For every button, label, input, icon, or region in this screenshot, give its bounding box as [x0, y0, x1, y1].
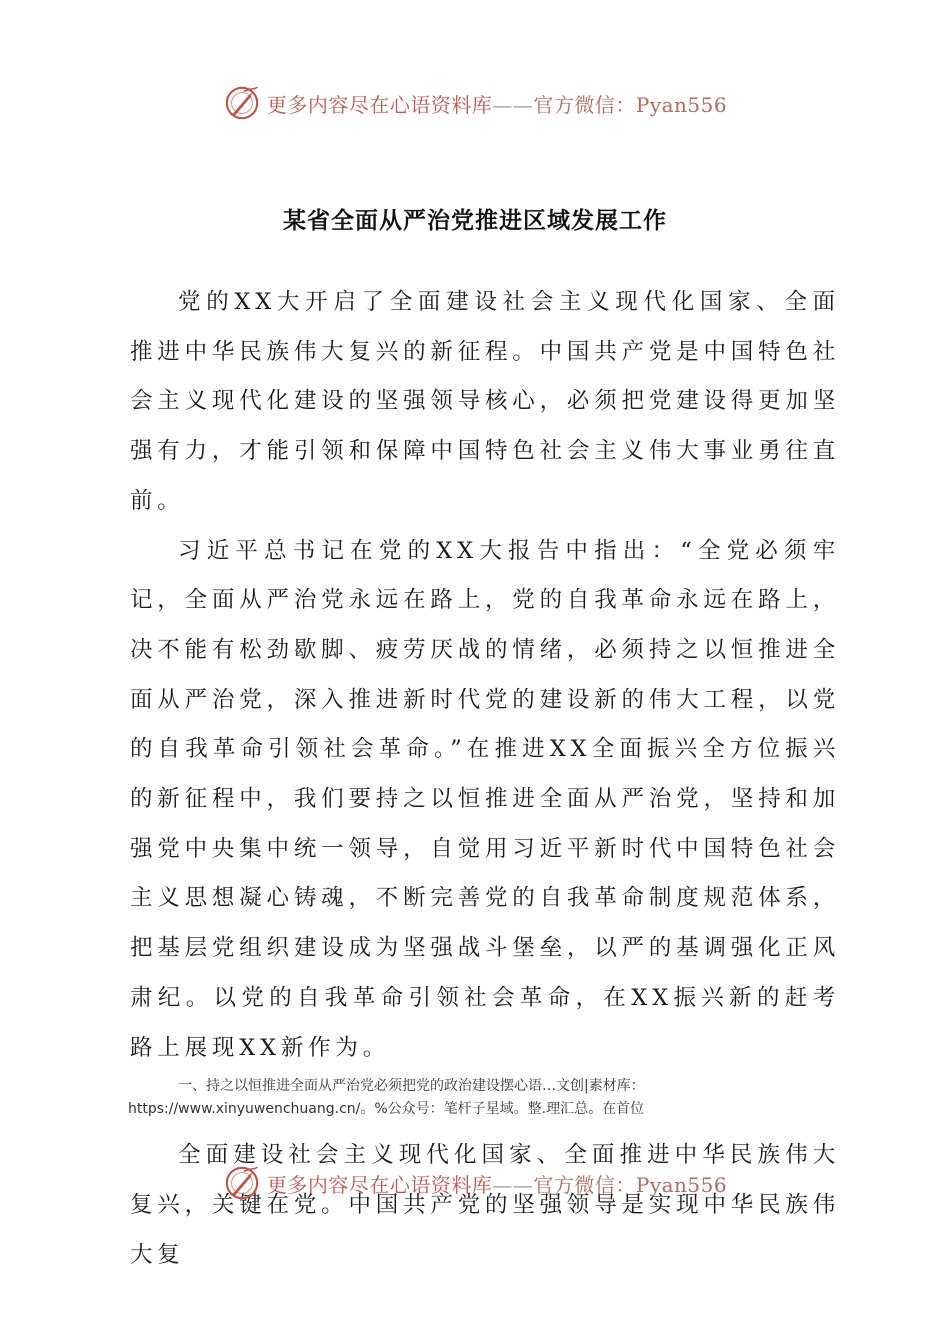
paragraph: 全面建设社会主义现代化国家、全面推进中华民族伟大复兴，关键在党。中国共产党的坚强领导是实现中华民族伟大复 — [130, 1142, 840, 1268]
watermark-dash: —— — [492, 92, 534, 117]
quill-pen-logo-icon — [223, 84, 261, 122]
document-body — [130, 278, 840, 1280]
paragraph: 党的XX大开启了全面建设社会主义现代化国家、全面推进中华民族伟大复兴的新征程。中国共产党是中国特色社会主义现代化建设的坚强领导核心，必须把党建设得更加坚强有力，才能引领和保障中国特色社会主义伟大事业勇往直前。 — [130, 289, 840, 514]
footer-watermark-banner — [0, 1158, 950, 1208]
watermark-wechat-id: Pyan556 — [635, 1172, 728, 1197]
header-watermark-banner — [0, 78, 950, 128]
watermark-main-text: 更多内容尽在心语资料库 — [266, 92, 493, 117]
watermark-dash: —— — [492, 1172, 534, 1197]
watermark-text — [267, 1169, 727, 1198]
watermark-text — [267, 89, 727, 118]
section-heading-note: 一、持之以恒推进全面从严治党必须把党的政治建设摆心语…文创|素材库：https://www.xinyuwenchuang.cn/。%公众号：笔杆子星域。整.理汇总。在首位 — [128, 1078, 645, 1118]
watermark-wechat-id: Pyan556 — [635, 92, 728, 117]
watermark-wechat-label: 官方微信： — [533, 92, 636, 117]
paragraph: 习近平总书记在党的XX大报告中指出：“全党必须牢记，全面从严治党永远在路上，党的自我革命永远在路上，决不能有松劲歇脚、疲劳厌战的情绪，必须持之以恒推进全面从严治党，深入推进新时代党的建设新的伟大工程，以党的自我革命引领社会革命。”在推进XX全面振兴全方位振兴的新征程中，我们要持之以恒推进全面从严治党，坚持和加强党中央集中统一领导，自觉用习近平新时代中国特色社会主义思想凝心铸魂，不断完善党的自我革命制度规范体系，把基层党组织建设成为坚强战斗堡垒，以严的基调强化正风肃纪。以党的自我革命引领社会革命，在XX振兴新的赶考路上展现XX新作为。 — [130, 537, 840, 1061]
quill-pen-logo-icon — [223, 1164, 261, 1202]
document-title: 某省全面从严治党推进区域发展工作 — [283, 208, 667, 234]
watermark-main-text: 更多内容尽在心语资料库 — [266, 1172, 493, 1197]
watermark-wechat-label: 官方微信： — [533, 1172, 636, 1197]
